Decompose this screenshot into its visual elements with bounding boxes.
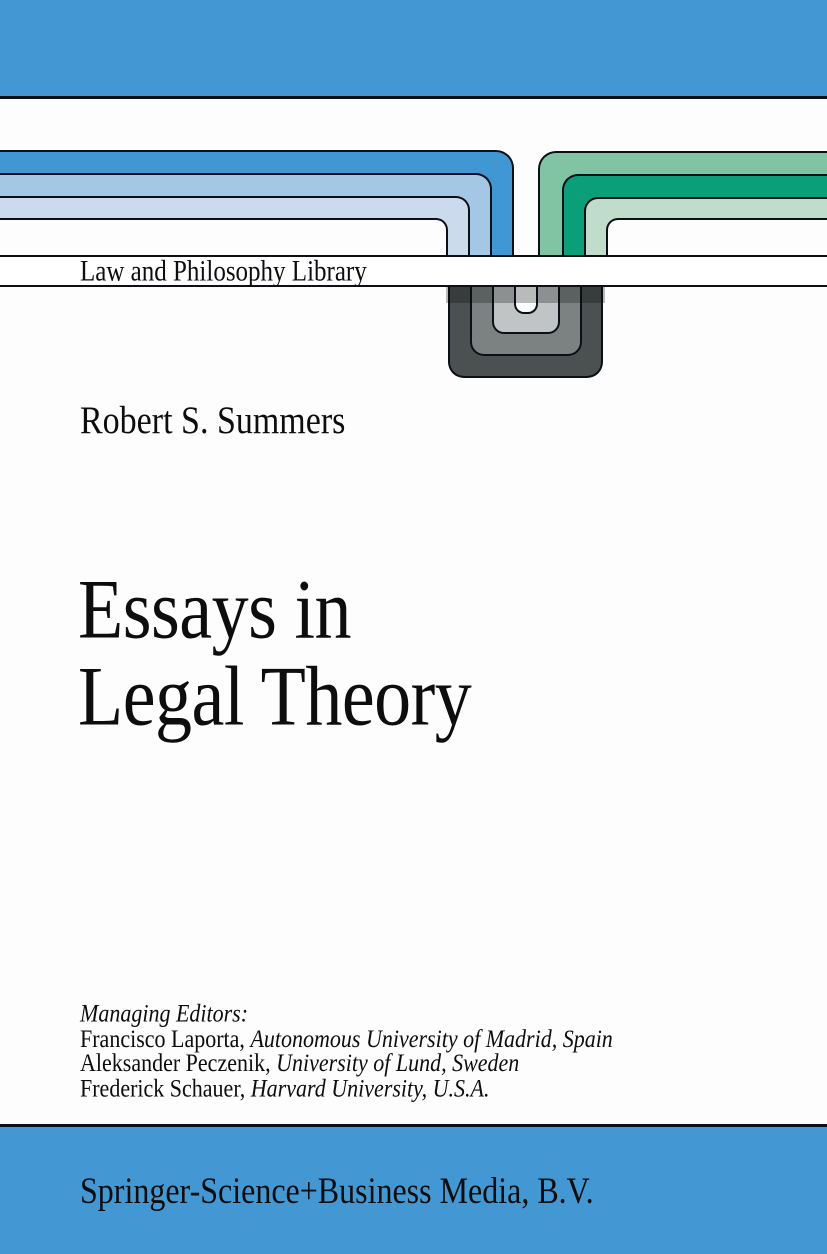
editor-line <box>80 1023 613 1053</box>
tube-blue-core-white <box>0 218 448 259</box>
tube-green-core-white <box>606 218 827 259</box>
editor-affiliation: Autonomous University of Madrid, Spain <box>250 1023 613 1053</box>
editor-name: Frederick Schauer, <box>80 1072 251 1102</box>
book-title-line1: Essays in <box>78 562 351 657</box>
book-title-line2: Legal Theory <box>78 649 472 745</box>
editors-heading: Managing Editors: <box>80 998 249 1028</box>
editor-affiliation: University of Lund, Sweden <box>276 1048 520 1077</box>
editor-line <box>80 1050 613 1075</box>
editor-affiliation: Harvard University, U.S.A. <box>250 1072 490 1102</box>
book-title <box>78 562 472 745</box>
author-name: Robert S. Summers <box>80 399 346 443</box>
plug-shadow-strip <box>446 287 605 303</box>
series-title: Law and Philosophy Library <box>80 255 367 287</box>
editor-line <box>80 1072 613 1102</box>
editor-name: Aleksander Peczenik, <box>80 1048 277 1077</box>
series-band <box>0 255 827 287</box>
top-banner <box>0 0 827 99</box>
publisher-name: Springer-Science+Business Media, B.V. <box>80 1169 594 1212</box>
editor-name: Francisco Laporta, <box>80 1023 251 1053</box>
editors-block <box>80 998 613 1102</box>
